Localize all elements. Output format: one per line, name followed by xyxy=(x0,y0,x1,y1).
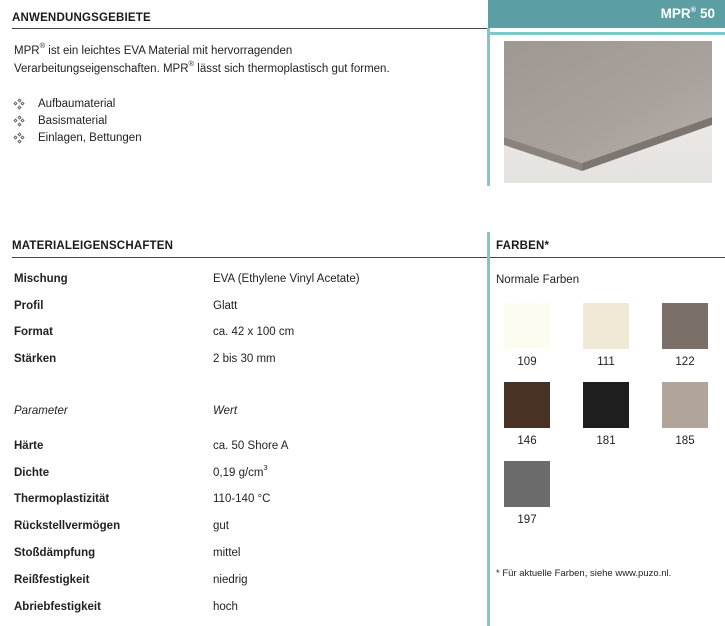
application-label: Basismaterial xyxy=(38,114,108,127)
application-label: Aufbaumaterial xyxy=(38,97,116,110)
property-value-staerken: 2 bis 30 mm xyxy=(213,353,276,365)
param-label-reissfestigkeit: Reißfestigkeit xyxy=(14,574,90,586)
color-code-109: 109 xyxy=(517,356,537,368)
color-code-181: 181 xyxy=(596,435,616,447)
property-label-format: Format xyxy=(14,326,53,338)
colors-footnote: * Für aktuelle Farben, siehe www.puzo.nl. xyxy=(496,568,672,579)
color-swatch-197 xyxy=(504,461,550,507)
param-label-dichte: Dichte xyxy=(14,467,50,479)
param-value-abriebfestigkeit: hoch xyxy=(213,601,238,613)
product-image xyxy=(504,41,712,183)
property-label-mischung: Mischung xyxy=(14,273,68,285)
material-slab-graphic xyxy=(504,41,712,183)
param-value-dichte: 0,19 $g/cm^3$ xyxy=(213,463,268,479)
color-swatch-109 xyxy=(504,303,550,349)
application-label: Einlagen, Bettungen xyxy=(38,131,142,144)
parameter-header: Parameter xyxy=(14,405,68,417)
param-label-abriebfestigkeit: Abriebfestigkeit xyxy=(14,601,101,613)
color-code-146: 146 xyxy=(517,435,537,447)
diamond-bullet-icon xyxy=(14,99,24,109)
color-code-111: 111 xyxy=(597,356,615,368)
color-swatch-111 xyxy=(583,303,629,349)
diamond-bullet-icon xyxy=(14,133,24,143)
property-value-mischung: EVA (Ethylene Vinyl Acetate) xyxy=(213,273,360,285)
properties-heading: MATERIALEIGENSCHAFTEN xyxy=(12,240,174,252)
color-code-122: 122 xyxy=(675,356,695,368)
colors-heading-rule xyxy=(490,257,725,258)
param-label-haerte: Härte xyxy=(14,440,44,452)
param-label-thermoplastizitaet: Thermoplastizität xyxy=(14,493,110,505)
value-header: Wert xyxy=(213,405,238,417)
property-label-staerken: Stärken xyxy=(14,353,57,365)
colors-subheading: Normale Farben xyxy=(496,274,580,286)
color-swatch-146 xyxy=(504,382,550,428)
list-item xyxy=(14,95,142,112)
param-value-haerte: ca. 50 Shore A xyxy=(213,440,289,452)
property-value-format: ca. 42 x 100 cm xyxy=(213,326,295,338)
param-value-stossdaempfung: mittel xyxy=(213,547,241,559)
property-value-profil: Glatt xyxy=(213,300,238,312)
param-value-thermoplastizitaet: 110-140 °C xyxy=(213,493,271,505)
bottom-divider xyxy=(487,232,490,626)
intro-line-2: Verarbeitungseigenschaften. MPR® lässt sich thermoplastisch gut formen. xyxy=(14,59,390,75)
colors-heading: FARBEN* xyxy=(496,240,550,252)
intro-text xyxy=(14,42,390,78)
param-label-stossdaempfung: Stoßdämpfung xyxy=(14,547,96,559)
param-label-rueckstellvermoegen: Rückstellvermögen xyxy=(14,520,121,532)
product-title: MPR® 50 xyxy=(660,4,715,21)
color-code-185: 185 xyxy=(675,435,695,447)
property-label-profil: Profil xyxy=(14,300,44,312)
param-value-reissfestigkeit: niedrig xyxy=(213,574,248,586)
applications-heading: ANWENDUNGSGEBIETE xyxy=(12,12,151,24)
diamond-bullet-icon xyxy=(14,116,24,126)
applications-heading-rule xyxy=(12,28,488,29)
color-swatch-181 xyxy=(583,382,629,428)
color-swatch-122 xyxy=(662,303,708,349)
product-title-bar xyxy=(488,0,725,28)
top-horizontal-divider xyxy=(490,32,725,35)
color-code-197: 197 xyxy=(517,514,537,526)
applications-list xyxy=(14,95,142,146)
param-value-rueckstellvermoegen: gut xyxy=(213,520,229,532)
top-divider xyxy=(487,28,490,186)
intro-line-1: MPR® ist ein leichtes EVA Material mit hervorragenden xyxy=(14,41,293,57)
list-item xyxy=(14,129,142,146)
list-item xyxy=(14,112,142,129)
properties-heading-rule xyxy=(12,257,488,258)
color-swatch-185 xyxy=(662,382,708,428)
